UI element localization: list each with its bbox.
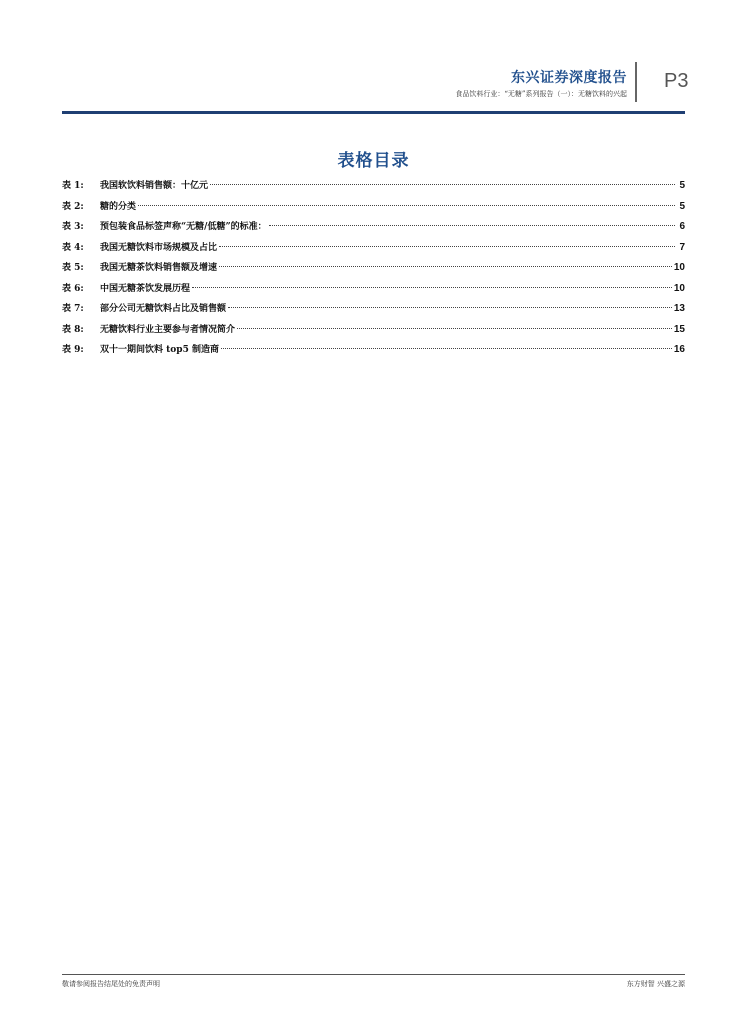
page-number: P3 [664, 70, 689, 92]
toc-entry[interactable] [62, 201, 685, 222]
toc-entry-page[interactable]: 5 [679, 200, 685, 212]
toc-leader [228, 307, 672, 308]
toc-entry-title[interactable]: 糖的分类 [100, 201, 137, 212]
toc-entry-page[interactable]: 16 [673, 344, 685, 355]
toc-entry[interactable] [62, 283, 685, 304]
toc-entry-number: 表 6: [62, 283, 84, 294]
header-rule [62, 111, 685, 114]
toc-entry-title[interactable]: 我国无糖饮料市场规模及占比 [100, 242, 218, 253]
toc-entry-page[interactable]: 10 [673, 262, 685, 273]
toc-entry[interactable] [62, 303, 685, 324]
toc-entry[interactable] [62, 242, 685, 263]
footer-slogan: 东方财智 兴盛之源 [626, 980, 685, 988]
toc-entry[interactable] [62, 324, 685, 345]
toc-entry-page[interactable]: 5 [679, 180, 685, 191]
toc-entry-title[interactable]: 部分公司无糖饮料占比及销售额 [100, 304, 227, 314]
toc-list [62, 180, 685, 365]
toc-leader [210, 184, 675, 185]
toc-leader [138, 205, 675, 206]
footer-disclaimer: 敬请参阅报告结尾处的免责声明 [62, 980, 160, 988]
report-subtitle: 食品饮料行业：“无糖”系列报告（一）：无糖饮料的兴起 [455, 90, 627, 98]
toc-entry-title[interactable]: 我国无糖茶饮料销售额及增速 [100, 263, 218, 273]
toc-leader [269, 225, 675, 226]
toc-entry-number: 表 8: [62, 324, 84, 335]
toc-entry-page[interactable]: 6 [679, 221, 685, 232]
toc-entry-number: 表 3: [62, 222, 84, 232]
toc-entry[interactable] [62, 221, 685, 242]
toc-entry-title[interactable]: 双十一期间饮料 top5 制造商 [100, 345, 219, 355]
toc-entry-number: 表 2: [62, 201, 84, 212]
toc-entry-page[interactable]: 10 [673, 282, 685, 294]
toc-leader [237, 328, 672, 329]
toc-entry-number: 表 9: [62, 345, 84, 355]
toc-entry[interactable] [62, 262, 685, 283]
toc-entry-title[interactable]: 预包装食品标签声称“无糖/低糖”的标准： [100, 222, 267, 232]
toc-title: 表格目录 [337, 151, 410, 171]
toc-leader [192, 287, 672, 288]
toc-entry-page[interactable]: 7 [679, 241, 685, 253]
toc-entry-title[interactable]: 我国软饮料销售额：十亿元 [100, 181, 209, 191]
toc-entry-number: 表 7: [62, 304, 84, 314]
toc-leader [219, 246, 675, 247]
toc-entry[interactable] [62, 344, 685, 365]
toc-leader [221, 348, 672, 349]
toc-entry-title[interactable]: 无糖饮料行业主要参与者情况简介 [100, 324, 236, 335]
footer-rule [62, 974, 685, 975]
toc-leader [219, 266, 672, 267]
toc-entry-number: 表 1: [62, 181, 84, 191]
report-brand: 东兴证券深度报告 [511, 70, 627, 86]
toc-entry-page[interactable]: 15 [673, 323, 685, 335]
toc-entry-title[interactable]: 中国无糖茶饮发展历程 [100, 283, 191, 294]
toc-entry-number: 表 5: [62, 263, 84, 273]
toc-entry-page[interactable]: 13 [673, 303, 685, 314]
header-divider [635, 62, 637, 102]
toc-entry-number: 表 4: [62, 242, 84, 253]
toc-entry[interactable] [62, 180, 685, 201]
